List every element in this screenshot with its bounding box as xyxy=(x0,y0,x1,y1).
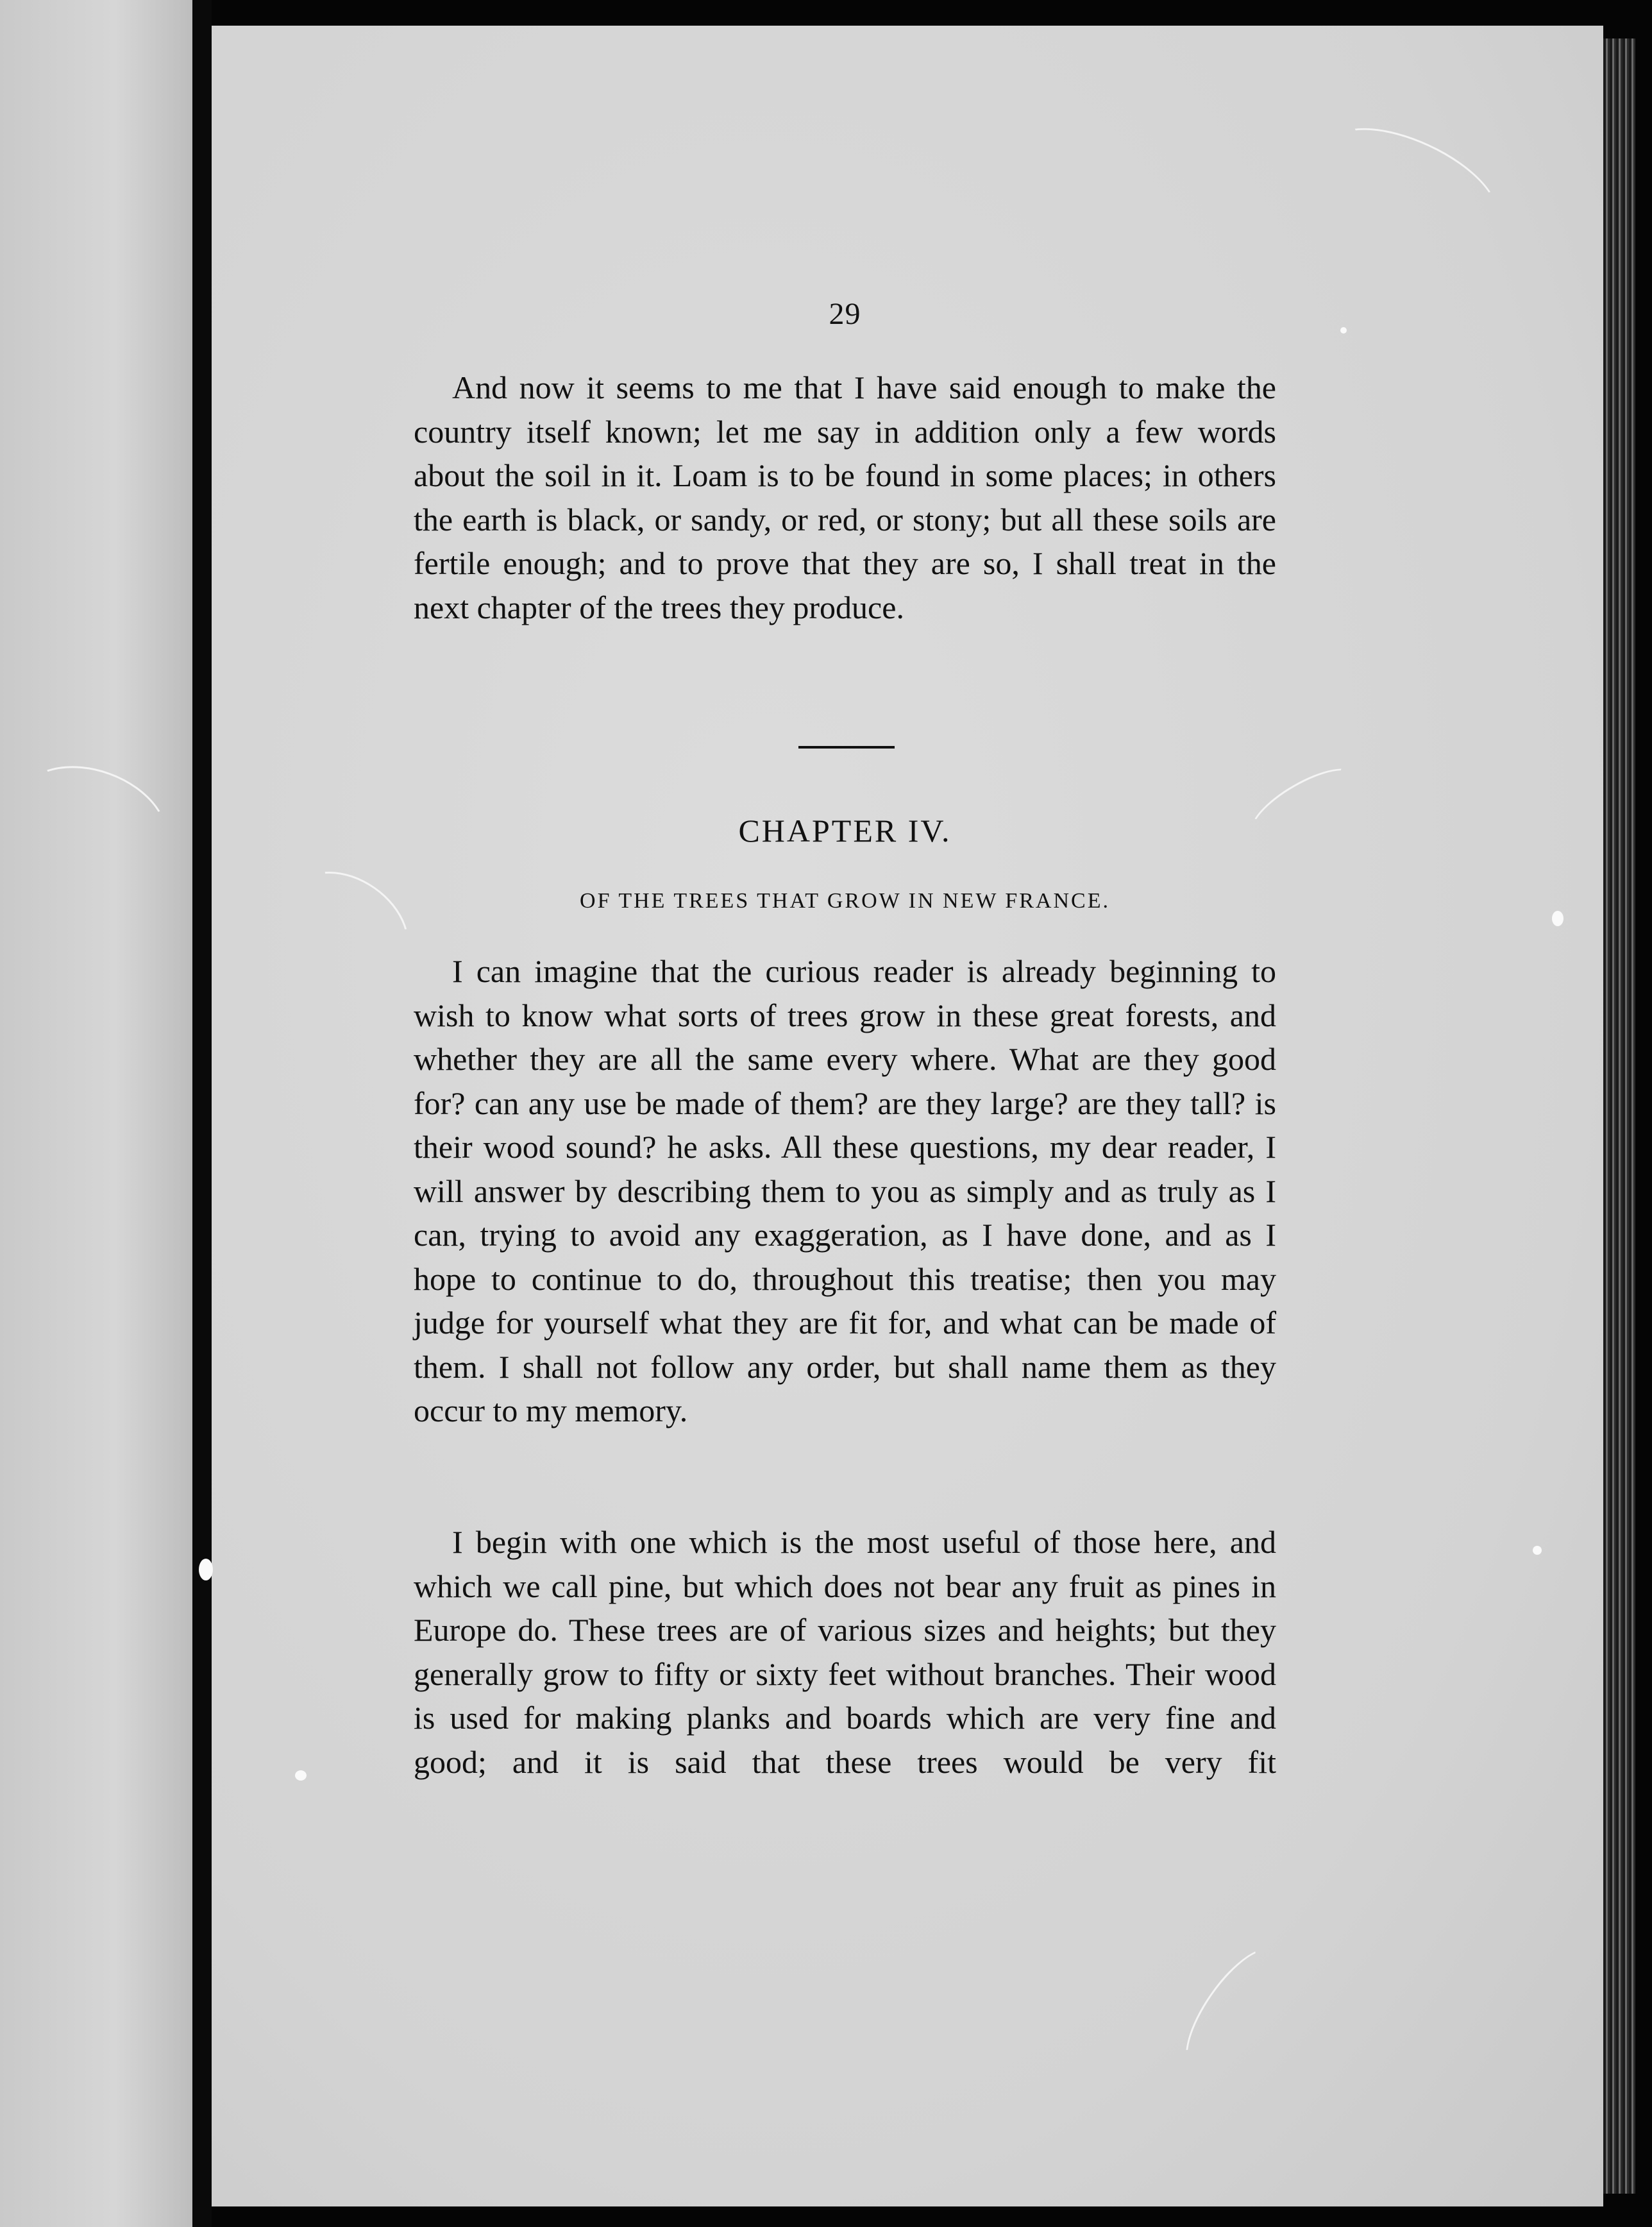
section-divider xyxy=(798,746,895,749)
scan-scratch xyxy=(1313,106,1513,257)
dust-speck xyxy=(1340,327,1347,334)
chapter-subtitle: OF THE TREES THAT GROW IN NEW FRANCE. xyxy=(580,889,1110,913)
dust-speck xyxy=(1552,911,1564,926)
scan-scratch xyxy=(1169,1935,1297,2085)
paragraph: I begin with one which is the most useful of those here, and which we call pine, but which does not bear any fruit as pines in Europe do. These trees are of various sizes and heights; but they generally grow to fifty or sixty feet without branches. Their wood is used for making planks and boards which are very fine and good; and it is said that these trees would be very fit xyxy=(414,1524,1276,1780)
paragraph: I can imagine that the curious reader is already beginning to wish to know what sorts of trees grow in these great forests, and whether they are all the same every where. What are they good for? can any use be made of them? are they large? are they tall? is their wood sound? he asks. All these questions, my dear reader, I will answer by describing them to you as simply and as truly as I can, trying to avoid any exaggeration, as I have done, and as I hope to continue to do, throughout this treatise; then you may judge for yourself what they are fit for, and what can be made of them. I shall not follow any order, but shall name them as they occur to my memory. xyxy=(414,953,1276,1428)
book-gutter xyxy=(192,0,212,2227)
page-stack-edge xyxy=(1603,38,1635,2194)
page-number: 29 xyxy=(829,297,861,331)
scan-scratch xyxy=(267,849,429,1002)
dust-speck xyxy=(199,1559,213,1580)
facing-page-edge xyxy=(0,0,192,2227)
dust-speck xyxy=(295,1770,307,1781)
paragraph: And now it seems to me that I have said enough to make the country itself known; let me say in addition only a few words about the soil in it. Loam is to be found in some places; in others the earth is black, or sandy, or red, or stony; but all these soils are fertile enough; and to prove that they are so, I shall treat in the next chapter of the trees they produce. xyxy=(414,369,1276,625)
dust-speck xyxy=(1533,1546,1542,1555)
chapter-title: CHAPTER IV. xyxy=(738,813,952,849)
